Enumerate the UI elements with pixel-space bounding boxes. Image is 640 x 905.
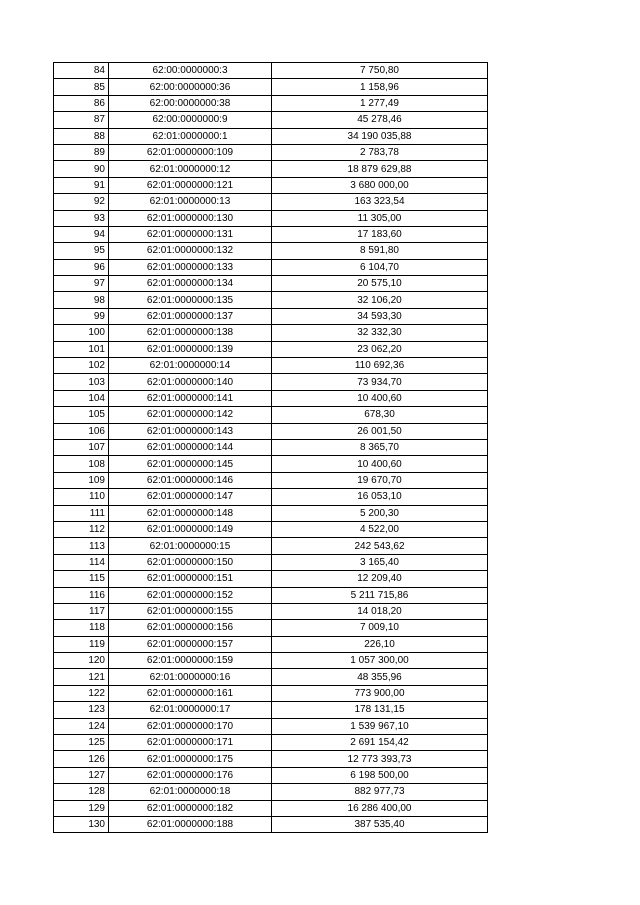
value-cell: 12 209,40 (272, 571, 488, 587)
value-cell: 1 539 967,10 (272, 718, 488, 734)
row-number-cell: 98 (54, 292, 109, 308)
row-number-cell: 86 (54, 95, 109, 111)
cadastral-number-cell: 62:01:0000000:16 (109, 669, 272, 685)
value-cell: 14 018,20 (272, 603, 488, 619)
row-number-cell: 105 (54, 407, 109, 423)
cadastral-number-cell: 62:01:0000000:121 (109, 177, 272, 193)
row-number-cell: 107 (54, 439, 109, 455)
cadastral-number-cell: 62:01:0000000:143 (109, 423, 272, 439)
value-cell: 34 190 035,88 (272, 128, 488, 144)
row-number-cell: 101 (54, 341, 109, 357)
table-row (54, 259, 488, 275)
table-row (54, 144, 488, 160)
cadastral-number-cell: 62:01:0000000:135 (109, 292, 272, 308)
value-cell: 3 680 000,00 (272, 177, 488, 193)
cadastral-number-cell: 62:01:0000000:145 (109, 456, 272, 472)
table-row (54, 718, 488, 734)
row-number-cell: 116 (54, 587, 109, 603)
value-cell: 16 053,10 (272, 489, 488, 505)
cadastral-number-cell: 62:01:0000000:149 (109, 521, 272, 537)
row-number-cell: 108 (54, 456, 109, 472)
value-cell: 73 934,70 (272, 374, 488, 390)
row-number-cell: 120 (54, 653, 109, 669)
row-number-cell: 99 (54, 308, 109, 324)
cadastral-number-cell: 62:01:0000000:161 (109, 685, 272, 701)
document-page (53, 62, 488, 833)
cadastral-number-cell: 62:01:0000000:144 (109, 439, 272, 455)
table-row (54, 325, 488, 341)
value-cell: 6 198 500,00 (272, 767, 488, 783)
row-number-cell: 103 (54, 374, 109, 390)
value-cell: 10 400,60 (272, 456, 488, 472)
value-cell: 2 691 154,42 (272, 735, 488, 751)
cadastral-number-cell: 62:01:0000000:156 (109, 620, 272, 636)
cadastral-number-cell: 62:01:0000000:140 (109, 374, 272, 390)
table-row (54, 636, 488, 652)
value-cell: 8 365,70 (272, 439, 488, 455)
table-row (54, 128, 488, 144)
cadastral-number-cell: 62:01:0000000:159 (109, 653, 272, 669)
row-number-cell: 111 (54, 505, 109, 521)
value-cell: 32 106,20 (272, 292, 488, 308)
value-cell: 20 575,10 (272, 276, 488, 292)
table-row (54, 210, 488, 226)
table-row (54, 603, 488, 619)
row-number-cell: 127 (54, 767, 109, 783)
table-row (54, 95, 488, 111)
value-cell: 48 355,96 (272, 669, 488, 685)
row-number-cell: 128 (54, 784, 109, 800)
value-cell: 17 183,60 (272, 226, 488, 242)
cadastral-number-cell: 62:01:0000000:18 (109, 784, 272, 800)
row-number-cell: 90 (54, 161, 109, 177)
value-cell: 110 692,36 (272, 358, 488, 374)
row-number-cell: 85 (54, 79, 109, 95)
value-cell: 678,30 (272, 407, 488, 423)
row-number-cell: 113 (54, 538, 109, 554)
cadastral-number-cell: 62:01:0000000:182 (109, 800, 272, 816)
row-number-cell: 109 (54, 472, 109, 488)
value-cell: 18 879 629,88 (272, 161, 488, 177)
table-body (54, 63, 488, 833)
table-row (54, 767, 488, 783)
cadastral-number-cell: 62:01:0000000:155 (109, 603, 272, 619)
table-row (54, 79, 488, 95)
value-cell: 242 543,62 (272, 538, 488, 554)
cadastral-number-cell: 62:01:0000000:12 (109, 161, 272, 177)
table-row (54, 800, 488, 816)
cadastral-number-cell: 62:01:0000000:142 (109, 407, 272, 423)
row-number-cell: 87 (54, 112, 109, 128)
cadastral-number-cell: 62:01:0000000:15 (109, 538, 272, 554)
cadastral-number-cell: 62:00:0000000:38 (109, 95, 272, 111)
value-cell: 23 062,20 (272, 341, 488, 357)
value-cell: 12 773 393,73 (272, 751, 488, 767)
row-number-cell: 97 (54, 276, 109, 292)
table-row (54, 816, 488, 832)
table-row (54, 653, 488, 669)
value-cell: 6 104,70 (272, 259, 488, 275)
value-cell: 1 057 300,00 (272, 653, 488, 669)
row-number-cell: 129 (54, 800, 109, 816)
value-cell: 163 323,54 (272, 194, 488, 210)
cadastral-number-cell: 62:01:0000000:176 (109, 767, 272, 783)
cadastral-number-cell: 62:01:0000000:133 (109, 259, 272, 275)
value-cell: 387 535,40 (272, 816, 488, 832)
value-cell: 4 522,00 (272, 521, 488, 537)
cadastral-number-cell: 62:01:0000000:14 (109, 358, 272, 374)
table-row (54, 685, 488, 701)
row-number-cell: 84 (54, 63, 109, 79)
value-cell: 16 286 400,00 (272, 800, 488, 816)
table-row (54, 112, 488, 128)
table-row (54, 161, 488, 177)
value-cell: 26 001,50 (272, 423, 488, 439)
value-cell: 2 783,78 (272, 144, 488, 160)
row-number-cell: 123 (54, 702, 109, 718)
row-number-cell: 100 (54, 325, 109, 341)
table-row (54, 177, 488, 193)
table-row (54, 194, 488, 210)
table-row (54, 784, 488, 800)
table-row (54, 226, 488, 242)
cadastral-number-cell: 62:00:0000000:9 (109, 112, 272, 128)
table-row (54, 456, 488, 472)
row-number-cell: 94 (54, 226, 109, 242)
row-number-cell: 92 (54, 194, 109, 210)
row-number-cell: 88 (54, 128, 109, 144)
value-cell: 19 670,70 (272, 472, 488, 488)
value-cell: 1 277,49 (272, 95, 488, 111)
cadastral-number-cell: 62:01:0000000:134 (109, 276, 272, 292)
table-row (54, 489, 488, 505)
value-cell: 773 900,00 (272, 685, 488, 701)
cadastral-number-cell: 62:01:0000000:13 (109, 194, 272, 210)
row-number-cell: 106 (54, 423, 109, 439)
value-cell: 34 593,30 (272, 308, 488, 324)
value-cell: 178 131,15 (272, 702, 488, 718)
value-cell: 32 332,30 (272, 325, 488, 341)
row-number-cell: 91 (54, 177, 109, 193)
row-number-cell: 125 (54, 735, 109, 751)
cadastral-number-cell: 62:01:0000000:130 (109, 210, 272, 226)
row-number-cell: 126 (54, 751, 109, 767)
row-number-cell: 130 (54, 816, 109, 832)
table-row (54, 439, 488, 455)
table-row (54, 390, 488, 406)
cadastral-number-cell: 62:00:0000000:3 (109, 63, 272, 79)
row-number-cell: 96 (54, 259, 109, 275)
row-number-cell: 122 (54, 685, 109, 701)
table-row (54, 587, 488, 603)
table-row (54, 374, 488, 390)
value-cell: 3 165,40 (272, 554, 488, 570)
table-row (54, 308, 488, 324)
value-cell: 45 278,46 (272, 112, 488, 128)
cadastral-number-cell: 62:01:0000000:109 (109, 144, 272, 160)
table-row (54, 751, 488, 767)
cadastral-number-cell: 62:01:0000000:132 (109, 243, 272, 259)
table-row (54, 702, 488, 718)
value-cell: 7 750,80 (272, 63, 488, 79)
value-cell: 882 977,73 (272, 784, 488, 800)
value-cell: 7 009,10 (272, 620, 488, 636)
table-row (54, 63, 488, 79)
cadastral-number-cell: 62:01:0000000:138 (109, 325, 272, 341)
value-cell: 8 591,80 (272, 243, 488, 259)
row-number-cell: 114 (54, 554, 109, 570)
row-number-cell: 119 (54, 636, 109, 652)
cadastral-number-cell: 62:01:0000000:1 (109, 128, 272, 144)
cadastral-number-cell: 62:01:0000000:171 (109, 735, 272, 751)
cadastral-number-cell: 62:01:0000000:152 (109, 587, 272, 603)
cadastral-number-cell: 62:01:0000000:141 (109, 390, 272, 406)
table-row (54, 358, 488, 374)
table-row (54, 341, 488, 357)
data-table (53, 62, 488, 833)
cadastral-number-cell: 62:01:0000000:188 (109, 816, 272, 832)
row-number-cell: 89 (54, 144, 109, 160)
cadastral-number-cell: 62:01:0000000:17 (109, 702, 272, 718)
table-row (54, 521, 488, 537)
cadastral-number-cell: 62:01:0000000:150 (109, 554, 272, 570)
cadastral-number-cell: 62:01:0000000:175 (109, 751, 272, 767)
row-number-cell: 124 (54, 718, 109, 734)
row-number-cell: 121 (54, 669, 109, 685)
row-number-cell: 102 (54, 358, 109, 374)
table-row (54, 571, 488, 587)
row-number-cell: 115 (54, 571, 109, 587)
value-cell: 10 400,60 (272, 390, 488, 406)
cadastral-number-cell: 62:01:0000000:170 (109, 718, 272, 734)
value-cell: 11 305,00 (272, 210, 488, 226)
row-number-cell: 112 (54, 521, 109, 537)
cadastral-number-cell: 62:01:0000000:146 (109, 472, 272, 488)
row-number-cell: 95 (54, 243, 109, 259)
value-cell: 1 158,96 (272, 79, 488, 95)
table-row (54, 407, 488, 423)
table-row (54, 505, 488, 521)
table-row (54, 554, 488, 570)
table-row (54, 292, 488, 308)
cadastral-number-cell: 62:01:0000000:148 (109, 505, 272, 521)
row-number-cell: 104 (54, 390, 109, 406)
table-row (54, 620, 488, 636)
table-row (54, 669, 488, 685)
table-row (54, 735, 488, 751)
cadastral-number-cell: 62:01:0000000:137 (109, 308, 272, 324)
table-row (54, 243, 488, 259)
row-number-cell: 93 (54, 210, 109, 226)
cadastral-number-cell: 62:01:0000000:157 (109, 636, 272, 652)
value-cell: 5 200,30 (272, 505, 488, 521)
cadastral-number-cell: 62:01:0000000:151 (109, 571, 272, 587)
table-row (54, 276, 488, 292)
cadastral-number-cell: 62:01:0000000:147 (109, 489, 272, 505)
value-cell: 226,10 (272, 636, 488, 652)
value-cell: 5 211 715,86 (272, 587, 488, 603)
row-number-cell: 118 (54, 620, 109, 636)
row-number-cell: 117 (54, 603, 109, 619)
cadastral-number-cell: 62:01:0000000:139 (109, 341, 272, 357)
cadastral-number-cell: 62:01:0000000:131 (109, 226, 272, 242)
table-row (54, 472, 488, 488)
table-row (54, 538, 488, 554)
table-row (54, 423, 488, 439)
cadastral-number-cell: 62:00:0000000:36 (109, 79, 272, 95)
row-number-cell: 110 (54, 489, 109, 505)
